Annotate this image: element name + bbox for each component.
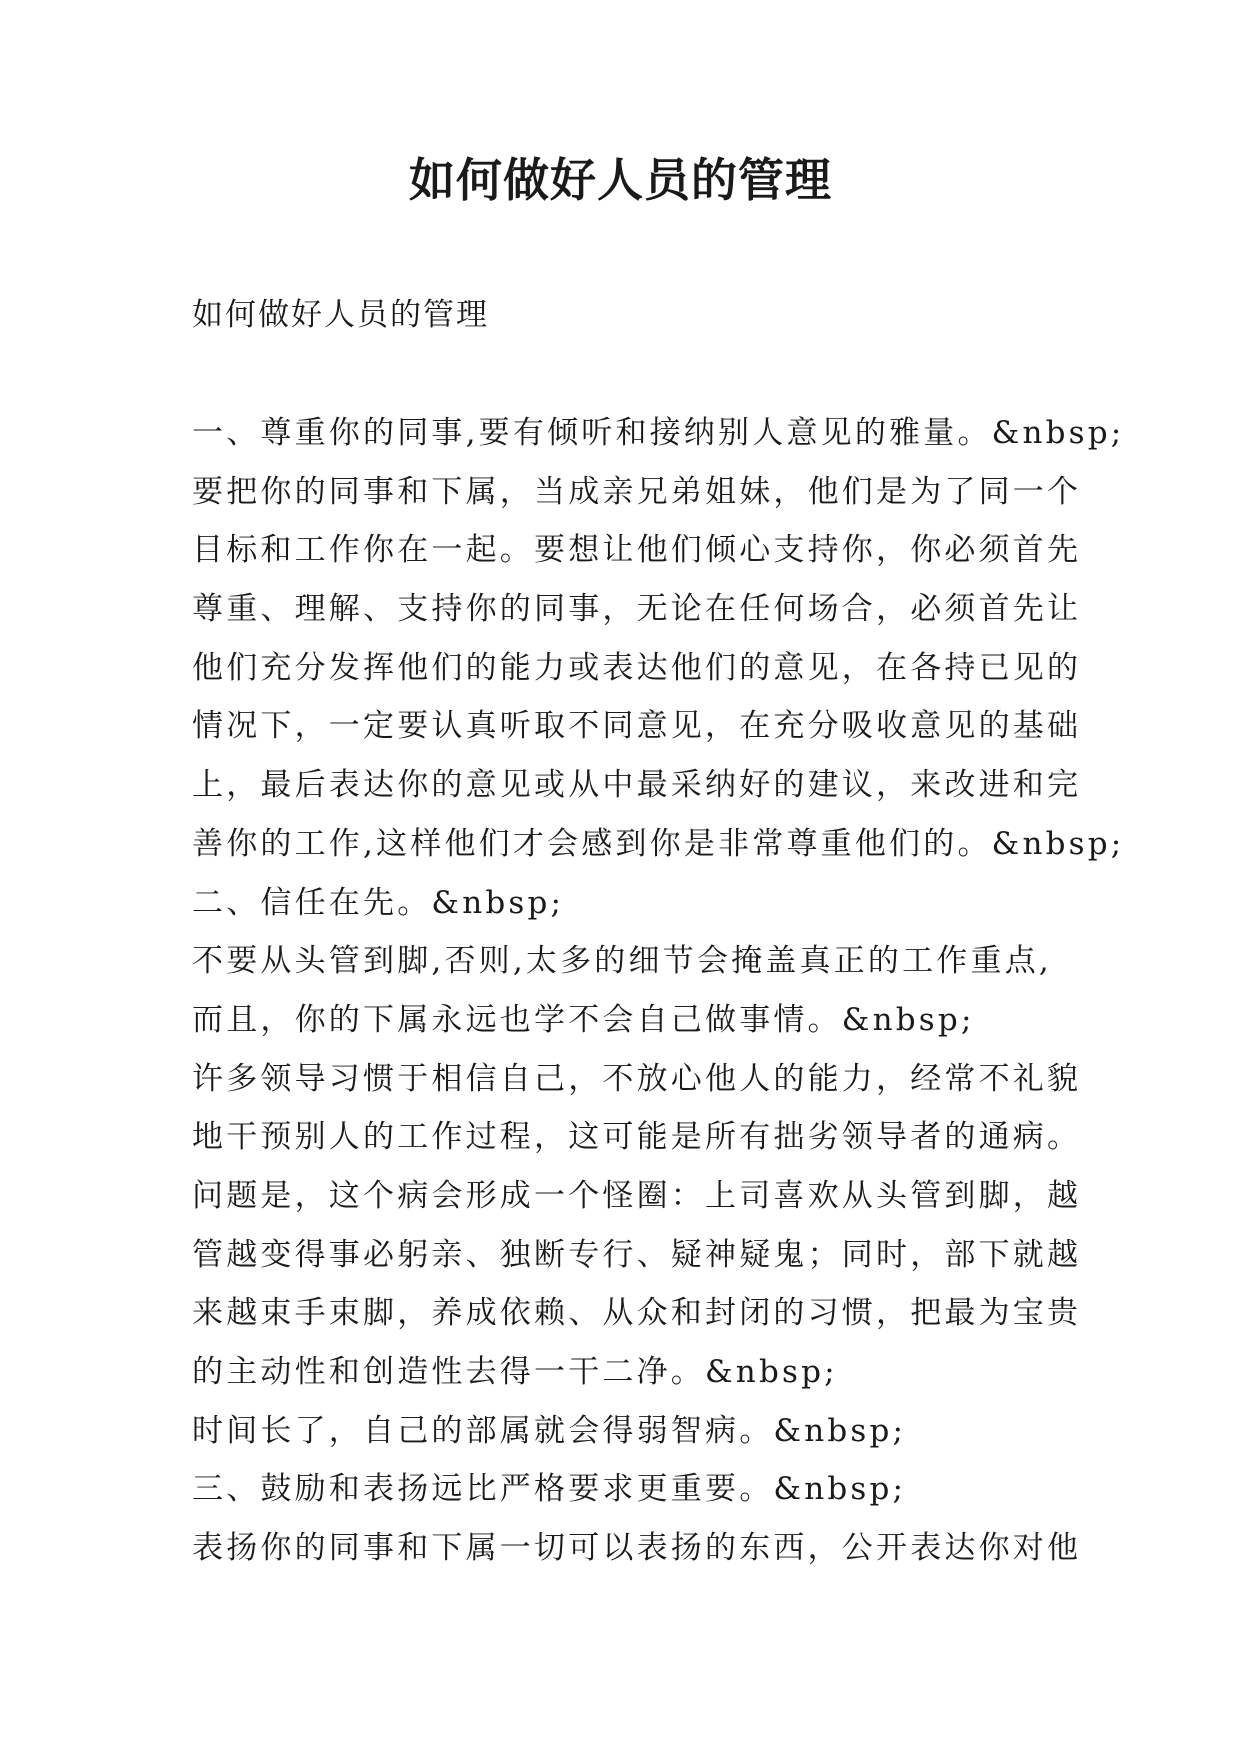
body-line: 的主动性和创造性去得一干二净。&nbsp; [192,1354,838,1390]
body-line: 上，最后表达你的意见或从中最采纳好的建议，来改进和完 [192,767,1082,804]
body-line: 三、鼓励和表扬远比严格要求更重要。&nbsp; [192,1471,907,1508]
body-line: 表扬你的同事和下属一切可以表扬的东西，公开表达你对他 [192,1530,1082,1567]
body-line: 时间长了，自己的部属就会得弱智病。&nbsp; [192,1412,907,1449]
document-body [192,404,1192,1578]
body-line: 管越变得事必躬亲、独断专行、疑神疑鬼；同时，部下就越 [192,1236,1082,1273]
body-line: 目标和工作你在一起。要想让他们倾心支持你，你必须首先 [192,532,1082,569]
body-line: 要把你的同事和下属，当成亲兄弟姐妹，他们是为了同一个 [192,473,1082,510]
document-title: 如何做好人员的管理 [409,153,832,207]
body-line: 来越束手束脚，养成依赖、从众和封闭的习惯，把最为宝贵 [192,1295,1082,1332]
body-line: 一、尊重你的同事,要有倾听和接纳别人意见的雅量。&nbsp; [192,415,1125,451]
body-line: 尊重、理解、支持你的同事，无论在任何场合，必须首先让 [192,591,1082,628]
body-line: 不要从头管到脚,否则,太多的细节会掩盖真正的工作重点, [192,943,1052,980]
body-line: 二、信任在先。&nbsp; [192,884,565,921]
body-line: 情况下，一定要认真听取不同意见，在充分吸收意见的基础 [192,708,1082,745]
body-line: 善你的工作,这样他们才会感到你是非常尊重他们的。&nbsp; [192,825,1125,862]
body-line: 而且，你的下属永远也学不会自己做事情。&nbsp; [192,1001,975,1038]
body-line: 许多领导习惯于相信自己，不放心他人的能力，经常不礼貌 [192,1060,1082,1097]
body-line: 地干预别人的工作过程，这可能是所有拙劣领导者的通病。 [192,1119,1082,1156]
body-line: 问题是，这个病会形成一个怪圈：上司喜欢从头管到脚，越 [192,1177,1082,1214]
document-subtitle: 如何做好人员的管理 [192,297,489,333]
body-line: 他们充分发挥他们的能力或表达他们的意见，在各持已见的 [192,649,1082,686]
